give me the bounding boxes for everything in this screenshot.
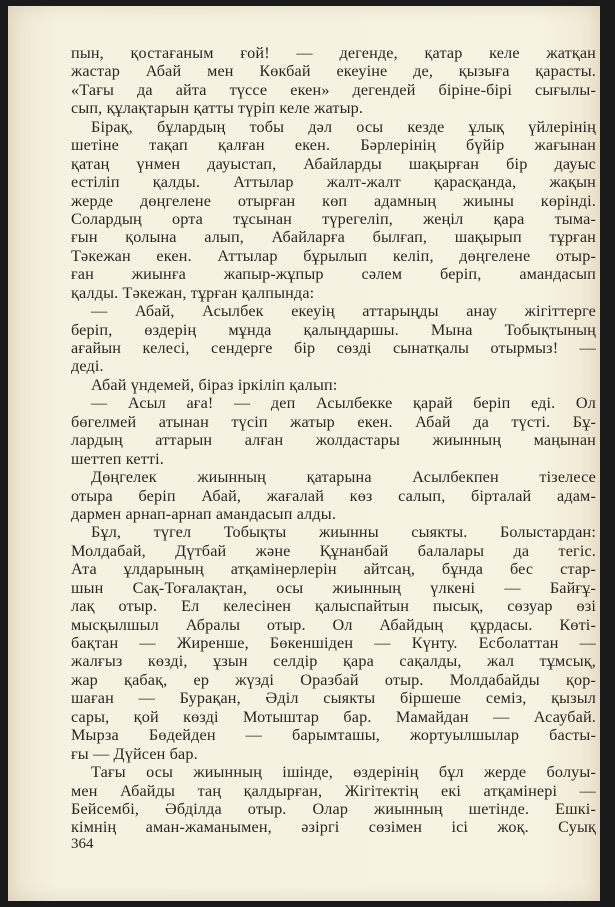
text-line: лақ отыр. Ел келесінен қалыспайтын пысық, сөзуар өзі <box>71 597 596 616</box>
text-line: қатаң үнмен дауыстап, Абайларды шақырған бір дауыс <box>71 154 596 173</box>
text-line: сары, қой көзді Мотыштар бар. Мамайдан — Асаубай. <box>71 707 596 726</box>
text-line: ғы — Дүйсен бар. <box>71 744 198 763</box>
text-line: отыра беріп Абай, жағалай көз салып, бірталай адам- <box>71 486 596 505</box>
text-line: ғын қолына алып, Абайларға былғап, шақырып тұрған <box>71 228 596 247</box>
text-line: деді. <box>71 357 104 376</box>
text-line: шын Сақ-Тоғалақтан, осы жиынның үлкені — Байғұ- <box>71 578 596 597</box>
text-line: Абай үндемей, біраз іркіліп қалып: <box>91 375 338 394</box>
text-line: қалды. Тәкежан, тұрған қалпында: <box>71 283 315 302</box>
text-line: сып, құлақтарын қатты түріп келе жатыр. <box>71 99 364 118</box>
text-line: ған жиынға жапыр-жұпыр сәлем беріп, амандасып <box>71 265 596 284</box>
text-line: Бейсембі, Әбділда отыр. Олар жиынның шетінде. Ешкі- <box>71 799 596 818</box>
text-line: естіліп қалды. Аттылар жалт-жалт қарасқанда, жақын <box>71 173 596 192</box>
text-line: Дөңгелек жиынның қатарына Асылбекпен тізелесе <box>91 468 596 487</box>
text-line: Тағы осы жиынның ішінде, өздерінің бұл жерде болуы- <box>91 763 596 782</box>
text-line: лардың аттарын алған жолдастары жиынның маңынан <box>71 431 596 450</box>
text-line: Мырза Бөдейден — барымташы, жортуылшылар басты- <box>71 726 596 745</box>
text-line: Тәкежан екен. Аттылар бұрылып келіп, дөңгелене отыр- <box>71 246 596 265</box>
text-line: «Тағы да айта түссе екен» дегендей біріне-бірі сығылы- <box>71 80 596 99</box>
text-line: шетіне тақап қалған екен. Бәрлерінің бүйір жағынан <box>71 136 596 155</box>
text-line: мысқылшыл Абралы отыр. Ол Абайдың құрдасы. Көті- <box>71 615 596 634</box>
text-line: — Абай, Асылбек екеуің аттарыңды анау жігіттерге <box>91 302 596 321</box>
text-line: бақтан — Жиренше, Бөкеншіден — Күнту. Есболаттан — <box>71 634 596 652</box>
text-line: Ата ұлдарының атқамінерлерін айтсаң, бұнда бес стар- <box>71 560 596 579</box>
text-line: Бұл, түгел Тобықты жиынны сыякты. Болыстардан: <box>91 523 596 542</box>
text-line: бөгелмей атынан түсіп жатыр екен. Абай да түсті. Бұ- <box>71 412 596 431</box>
page-number: 364 <box>71 836 94 852</box>
text-line: Молдабай, Дүтбай және Құнанбай балалары да тегіс. <box>71 541 596 560</box>
text-line: ағайын келесі, сендерге бір сөзді сынатқалы отырмыз! — <box>71 339 596 357</box>
text-line: — Асыл аға! — деп Асылбекке қарай беріп еді. Ол <box>91 394 596 413</box>
text-line: мен Абайды таң қалдырған, Жігітектің екі атқамінері — <box>71 781 596 800</box>
text-line: жастар Абай мен Көкбай екеуіне де, қызыға қарасты. <box>71 62 596 81</box>
text-line: пын, қостағаным ғой! — дегенде, қатар келе жатқан <box>71 44 596 62</box>
text-line: жар қабақ, ер жүзді Оразбай отыр. Молдабайды қор- <box>71 670 596 689</box>
text-line: жалғыз көзді, ұзын селдір қара сақалды, жал тұмсық, <box>71 652 596 671</box>
text-line: Солардың орта тұсынан түрегеліп, жеңіл қара тыма- <box>71 209 596 228</box>
text-line: беріп, өздерің мұнда қалыңдаршы. Мына Тобықтының <box>71 320 596 339</box>
body-text <box>71 44 596 837</box>
text-line: дармен арнап-арнап амандасып алды. <box>71 504 337 523</box>
text-line: кімнің аман-жаманымен, әзіргі сөзімен ісі жоқ. Суық <box>71 818 596 837</box>
text-line: Бірақ, бұлардың тобы дәл осы кезде ұлық үйлерінің <box>91 117 596 136</box>
text-line: жерде дөңгелене отырған көп адамның жиыны көрінді. <box>71 191 596 210</box>
text-line: шаған — Бурақан, Әділ сыякты біршеше семіз, қызыл <box>71 689 596 708</box>
book-page <box>8 6 600 901</box>
text-line: шеттеп кетті. <box>71 449 164 468</box>
